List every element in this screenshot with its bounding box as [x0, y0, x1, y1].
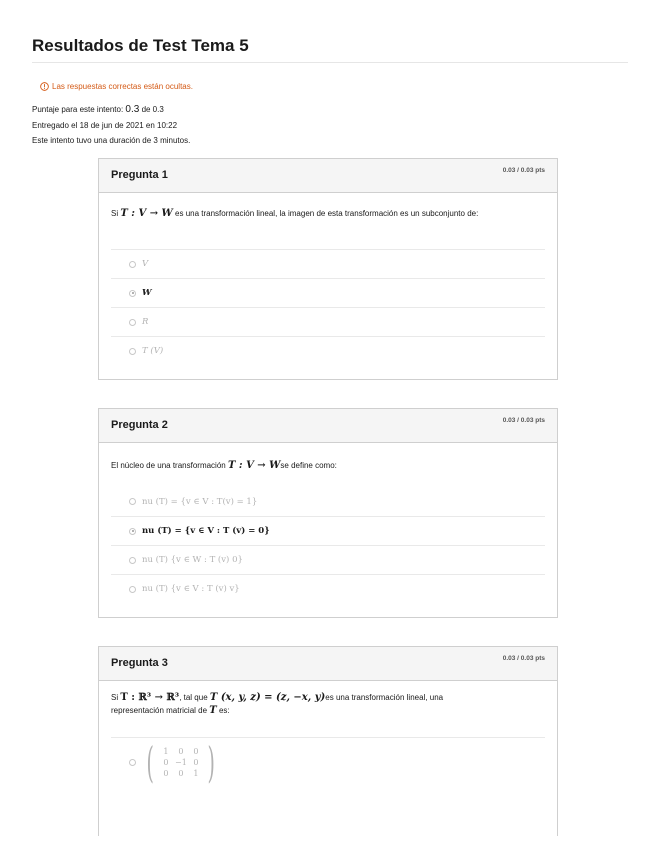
answer-label: V [142, 259, 149, 269]
hidden-answers-text: Las respuestas correctas están ocultas. [52, 82, 193, 91]
question-text-line2: representación matricial de [111, 706, 208, 715]
question-title: Pregunta 1 [111, 169, 168, 181]
score-total: de 0.3 [141, 105, 164, 114]
radio-button-selected[interactable] [129, 528, 136, 535]
radio-button[interactable] [129, 348, 136, 355]
question-text-end: es: [218, 706, 230, 715]
title-divider [32, 62, 628, 63]
warning-icon [40, 82, 49, 91]
matrix-cell: −1 [174, 758, 187, 767]
answer-label: R [142, 317, 149, 327]
matrix-cell: 0 [193, 758, 199, 767]
question-text-pre: El núcleo de una transformación [111, 461, 226, 470]
question-header [99, 159, 557, 193]
answer-option[interactable] [111, 487, 545, 516]
answer-options [111, 487, 545, 603]
answer-option[interactable] [111, 249, 545, 278]
answer-label: nu (T) = {v ∈ V : T(v) = 1} [142, 496, 258, 507]
question-header [99, 409, 557, 443]
question-text-post: se define como: [280, 461, 337, 470]
question-text-pre: Si [111, 693, 119, 702]
question-math-3: T [209, 705, 217, 716]
answer-label: T (V) [142, 346, 164, 356]
attempt-duration: Este intento tuvo una duración de 3 minutos. [32, 136, 191, 145]
attempt-score [32, 104, 164, 115]
matrix-cell: 0 [163, 758, 169, 767]
radio-button[interactable] [129, 498, 136, 505]
question-card-3 [98, 646, 558, 836]
score-value: 0.3 [125, 104, 140, 115]
answer-options [111, 737, 545, 787]
question-math: T : V → W [227, 460, 281, 471]
page-title: Resultados de Test Tema 5 [32, 36, 249, 55]
question-points: 0.03 / 0.03 pts [502, 417, 545, 424]
question-header [99, 647, 557, 681]
radio-button-selected[interactable] [129, 290, 136, 297]
answer-option[interactable] [111, 278, 545, 307]
submitted-date: Entregado el 18 de jun de 2021 en 10:22 [32, 121, 178, 130]
answer-option[interactable] [111, 574, 545, 603]
right-paren: ) [207, 737, 216, 787]
question-points: 0.03 / 0.03 pts [502, 655, 545, 662]
question-text-pre: Si [111, 209, 119, 218]
left-paren: ( [146, 737, 154, 787]
radio-button[interactable] [129, 759, 136, 766]
question-text [111, 207, 545, 220]
question-text-post: es una transformación lineal, la imagen de esta transformación es un subconjunto de: [175, 209, 479, 218]
question-text [111, 691, 545, 717]
matrix-cell: 0 [178, 747, 184, 756]
question-points: 0.03 / 0.03 pts [502, 167, 545, 174]
question-card-2 [98, 408, 558, 618]
matrix-cell: 0 [178, 769, 184, 778]
answer-option[interactable] [111, 336, 545, 365]
matrix-grid [158, 747, 203, 778]
matrix-answer [142, 737, 220, 787]
matrix-cell: 0 [163, 769, 169, 778]
matrix-cell: 1 [163, 747, 169, 756]
answer-label: nu (T) = {v ∈ V : T (v) = 0} [142, 526, 270, 536]
radio-button[interactable] [129, 261, 136, 268]
answer-option[interactable] [111, 545, 545, 574]
score-label: Puntaje para este intento: [32, 105, 124, 114]
answer-option[interactable] [111, 516, 545, 545]
question-title: Pregunta 2 [111, 419, 168, 431]
question-math: T : ℝ³ → ℝ³ [120, 692, 180, 703]
question-text [111, 459, 545, 472]
answer-label: W [142, 288, 152, 298]
question-math: T : V → W [120, 208, 173, 219]
matrix-cell: 1 [193, 769, 199, 778]
question-card-1 [98, 158, 558, 380]
question-title: Pregunta 3 [111, 657, 168, 669]
radio-button[interactable] [129, 319, 136, 326]
answer-option[interactable] [111, 307, 545, 336]
question-text-mid: , tal que [179, 693, 208, 702]
radio-button[interactable] [129, 557, 136, 564]
matrix-cell: 0 [193, 747, 199, 756]
radio-button[interactable] [129, 586, 136, 593]
answer-label: nu (T) {v ∈ W : T (v) 0} [142, 555, 243, 565]
answer-label: nu (T) {v ∈ V : T (v) v} [142, 584, 240, 594]
answer-options [111, 249, 545, 365]
answer-option[interactable] [111, 737, 545, 787]
question-math-2: T (x, y, z) = (z, −x, y) [209, 692, 326, 703]
question-text-post: es una transformación lineal, una [325, 693, 444, 702]
hidden-answers-notice [40, 82, 193, 91]
